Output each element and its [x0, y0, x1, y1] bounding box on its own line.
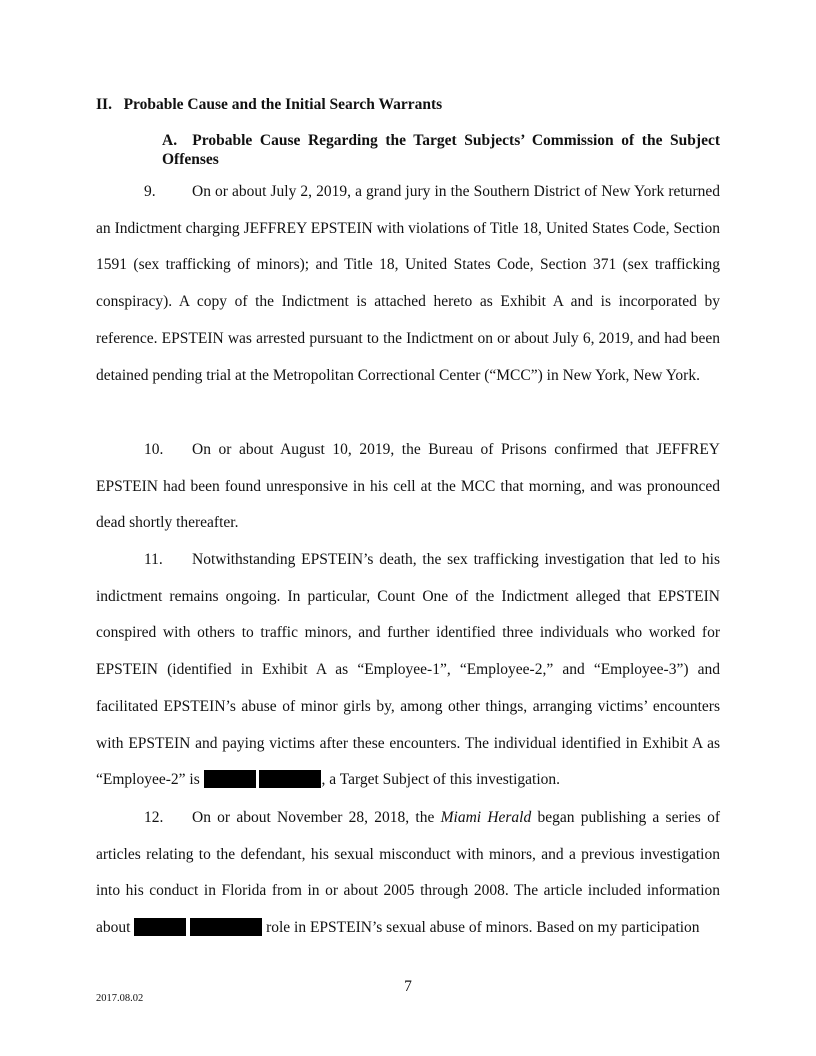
section-heading: II. Probable Cause and the Initial Search Warrants	[96, 96, 443, 113]
paragraph-number: 10.	[144, 441, 164, 458]
paragraph-text: began publishing a series of articles relating to the defendant, his sexual misconduct with minors, and a previous investigation into his conduct in Florida from in or about 2005 through 2008. The article included information about	[96, 809, 720, 937]
paragraph-text: On or about August 10, 2019, the Bureau of Prisons confirmed that JEFFREY EPSTEIN had been found unresponsive in his cell at the MCC that morning, and was pronounced dead shortly thereafter.	[96, 441, 720, 532]
subsection-heading: A. Probable Cause Regarding the Target Subjects’ Commission of the Subject Offenses	[162, 132, 720, 168]
publication-name: Miami Herald	[440, 809, 532, 826]
paragraph-number: 12.	[144, 809, 164, 826]
page-number: 7	[404, 978, 412, 995]
paragraph-12	[96, 800, 720, 947]
redaction-block	[259, 770, 321, 788]
footer-code: 2017.08.02	[96, 993, 144, 1004]
paragraph-text: On or about November 28, 2018, the	[192, 809, 435, 826]
paragraph-text-after: , a Target Subject of this investigation.	[321, 771, 561, 789]
redaction-block	[134, 918, 186, 936]
redaction-block	[204, 770, 256, 788]
paragraph-text: On or about July 2, 2019, a grand jury in the Southern District of New York returned an Indictment charging JEFFREY EPSTEIN with violations of Title 18, United States Code, Section 1591 (sex trafficking of minors); and Title 18, United States Code, Section 371 (sex trafficking conspiracy). A copy of the Indictment is attached hereto as Exhibit A and is incorporated by reference. EPSTEIN was arrested pursuant to the Indictment on or about July 6, 2019, and had been detained pending trial at the Metropolitan Correctional Center (“MCC”) in New York, New York.	[96, 183, 720, 384]
paragraph-11	[96, 542, 720, 799]
redaction-block	[190, 918, 262, 936]
paragraph-text-after: role in EPSTEIN’s sexual abuse of minors. Based on my participation	[266, 919, 700, 937]
paragraph-text: Notwithstanding EPSTEIN’s death, the sex trafficking investigation that led to his indictment remains ongoing. In particular, Count One of the Indictment alleged that EPSTEIN conspired with others to traffic minors, and further identified three individuals who worked for EPSTEIN (identified in Exhibit A as “Employee-1”, “Employee-2,” and “Employee-3”) and facilitated EPSTEIN’s abuse of minor girls by, among other things, arranging victims’ encounters with EPSTEIN and paying victims after these encounters. The individual identified in Exhibit A as “Employee-2” is	[96, 551, 720, 789]
paragraph-number: 11.	[144, 551, 163, 568]
paragraph-number: 9.	[144, 183, 156, 200]
paragraph-10	[96, 432, 720, 542]
paragraph-9	[96, 174, 720, 394]
